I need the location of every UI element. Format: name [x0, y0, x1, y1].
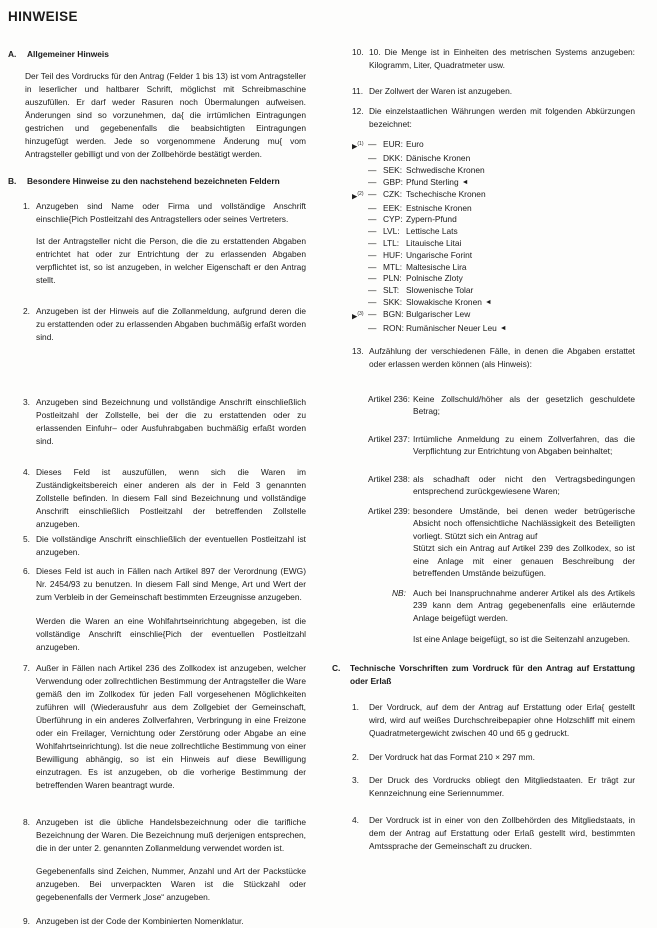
list-item: [23, 816, 306, 904]
item-paragraph: Außer in Fällen nach Artikel 236 des Zollkodex ist anzugeben, welcher Verwendung oder zollrechtlichen Bestimmung der Antragsteller die Ware gemäß den im Zollkodex für jeden Fall vorgesehenen Möglichkeiten zuführen will (Wiederausfuhr aus dem Zollgebiet der Gemeinschaft, Überführung in ein anderes Zollverfahren, Verbringung in eine Freizone oder ein Freilager, Vernichtung oder Zerstörung oder Abgabe an eine Wohlfahrtseinrichtung). Ist die neue zollrechtliche Bestimmung von einer Bewilligung abhängig, so ist ein Hinweis auf diese Bewilligung einzutragen. Es ist anzugeben, ob die vorherige Bestimmung der betreffenden Waren beantragt wurde.: [36, 663, 306, 790]
currency-row: [352, 262, 635, 274]
article-label: Artikel 239:: [368, 505, 410, 516]
currency-name: Lettische Lats: [406, 226, 458, 237]
nb-text-2: Ist eine Anlage beigefügt, so ist die Seitenzahl anzugeben.: [413, 634, 630, 645]
section-c-heading: Technische Vorschriften zum Vordruck für den Antrag auf Erstattung oder Erlaß: [350, 662, 635, 686]
item-paragraph: Der Druck des Vordrucks obliegt den Mitgliedstaaten. Er trägt zur Kennzeichnung eine Seriennummer.: [369, 774, 635, 798]
article-row: [368, 433, 635, 458]
currency-code: HUF:: [383, 249, 403, 260]
currency-row: [352, 177, 635, 189]
amendment-end-marker: ◄: [461, 178, 469, 186]
currency-code: BGN:: [383, 308, 404, 319]
list-item: [23, 533, 306, 559]
currency-name: Polnische Zloty: [406, 273, 463, 284]
section-b-heading: Besondere Hinweise zu den nachstehend bezeichneten Feldern: [27, 176, 280, 186]
item-number: 3.: [352, 774, 359, 785]
item-paragraph: Ist der Antragsteller nicht die Person, die die zu erstattenden Abgaben entrichtet hat oder zur Entrichtung der zu erlassenden Abgaben verpflichtet ist, so ist anzugeben, in welcher Eigenschaft er den Antrag stellt.: [36, 236, 306, 285]
article-row: [368, 473, 635, 498]
document-title: HINWEISE: [8, 9, 78, 24]
currency-code: SKK:: [383, 297, 403, 308]
currency-code: RON:: [383, 322, 404, 333]
item-number: 1.: [352, 701, 359, 712]
article-label: Artikel 238:: [368, 473, 410, 484]
currency-name: Litauische Litai: [406, 238, 462, 249]
item-number: 1.: [23, 201, 30, 211]
currency-code: EEK:: [383, 202, 403, 213]
currency-name: Rumänischer Neuer Leu: [406, 322, 497, 333]
currency-code: LTL:: [383, 238, 400, 249]
amendment-start-marker: ▶$^{(1)}$: [352, 141, 364, 151]
section-b-label: B.: [8, 176, 17, 186]
currency-row: [352, 309, 635, 323]
amendment-start-marker: [352, 238, 368, 250]
currency-row: [352, 250, 635, 262]
nb-text: Auch bei Inanspruchnahme anderer Artikel als des Artikels 239 kann dem Antrag gegebenenfalls eine erläuternde Anlage beigefügt werden.: [413, 587, 635, 623]
currency-code: CZK:: [383, 188, 403, 199]
item-paragraph: Anzugeben sind Bezeichnung und vollständige Anschrift einschließlich Postleitzahl der Zollstelle, bei der die zu erstattenden oder zu erlassenden Einfuhr– oder Ausfuhrabgaben buchmäßig erfaßt worden sind.: [36, 397, 306, 446]
currency-name: Zypern-Pfund: [406, 214, 457, 225]
currency-name: Estnische Kronen: [406, 202, 472, 213]
currency-row: [352, 323, 635, 335]
amendment-start-marker: [352, 153, 368, 165]
item-number: 8.: [23, 817, 30, 827]
currency-name: Bulgarischer Lew: [406, 308, 471, 319]
currency-row: [352, 214, 635, 226]
section-c-header: [332, 662, 635, 688]
section-a-header: [8, 48, 306, 61]
list-item: [352, 345, 635, 371]
dash-glyph: —: [368, 308, 377, 319]
list-item: [352, 85, 635, 98]
list-item: [23, 396, 306, 448]
currency-name: Tschechische Kronen: [406, 188, 486, 199]
amendment-start-marker: [352, 285, 368, 297]
currency-code: DKK:: [383, 153, 403, 164]
amendment-start-marker: [352, 165, 368, 177]
currency-row: [352, 238, 635, 250]
nb-label: NB:: [392, 587, 406, 598]
currency-row: [352, 285, 635, 297]
article-text: als schadhaft oder nicht den Vertragsbedingungen entsprechend zurückgewiesene Waren;: [413, 473, 635, 497]
currency-name: Maltesische Lira: [406, 261, 467, 272]
dash-glyph: —: [368, 285, 377, 296]
amendment-start-marker: [352, 177, 368, 189]
item-paragraph: Der Vordruck hat das Format 210 × 297 mm.: [369, 751, 535, 762]
currency-code: GBP:: [383, 176, 404, 187]
nb-note: [392, 587, 635, 625]
item-paragraph: Anzugeben ist der Hinweis auf die Zollanmeldung, aufgrund deren die zu erstattenden oder zu erlassenden Abgaben buchmäßig erfaßt worden sind.: [36, 306, 306, 342]
dash-glyph: —: [368, 238, 377, 249]
amendment-start-marker: [352, 297, 368, 309]
dash-glyph: —: [368, 153, 377, 164]
dash-glyph: —: [368, 188, 377, 199]
currency-row: [352, 189, 635, 203]
currency-list: [352, 139, 635, 335]
currency-code: LVL:: [383, 226, 400, 237]
list-item: [352, 774, 635, 800]
currency-code: SEK:: [383, 164, 403, 175]
dash-glyph: —: [368, 297, 377, 308]
item-number: 2.: [23, 306, 30, 316]
currency-row: [352, 165, 635, 177]
item-paragraph: Aufzählung der verschiedenen Fälle, in denen die Abgaben erstattet oder erlassen werden können (als Hinweis):: [369, 345, 635, 369]
amendment-start-marker: [352, 262, 368, 274]
list-item: [352, 701, 635, 740]
item-number: 10.: [352, 47, 364, 57]
section-a-paragraph: Der Teil des Vordrucks für den Antrag (Felder 1 bis 13) ist vom Antragsteller in leserlicher und haltbarer Schrift, möglichst mit Schreibmaschine auszufüllen. Er darf weder Rasuren noch Übermalungen aufweisen. Änderungen sind so vorzunehmen, da{ die irrtümlichen Eintragungen gestrichen und gegebenenfalls die beabsichtigten Eintragungen hinzugefügt werden. Jede so vorgenommene Änderung mu{ vom Antragsteller gebilligt und von der Zollbehörde bestätigt werden.: [25, 71, 306, 159]
article-text-part: besondere Umstände, bei denen weder betrügerische Absicht noch offensichtliche Nachlässigkeit des Beteiligten vorliegt. Stützt sich ein Antrag auf: [413, 505, 635, 541]
currency-row: [352, 203, 635, 215]
item-number: 4.: [23, 467, 30, 477]
item-number: 2.: [352, 751, 359, 762]
amendment-end-marker: ◄: [484, 299, 492, 307]
amendment-start-marker: [352, 323, 368, 335]
currency-code: CYP:: [383, 214, 403, 225]
item-paragraph: Anzugeben ist die übliche Handelsbezeichnung oder die tarifliche Bezeichnung der Waren. Die Bezeichnung muß derjenigen entsprechen, die in der unter 2. genannten Zollanmeldung verwendet worden ist.: [36, 817, 306, 853]
list-item: [352, 814, 635, 853]
article-label: Artikel 237:: [368, 433, 410, 444]
item-number: 7.: [23, 663, 30, 673]
list-item: [23, 915, 306, 928]
list-item: [23, 565, 306, 654]
item-number: 12.: [352, 106, 364, 116]
item-paragraph: Gegebenenfalls sind Zeichen, Nummer, Anzahl und Art der Packstücke anzugeben. Bei unverpackten Waren ist die Stückzahl oder gegebenenfalls der Vermerk „lose“ anzugeben.: [36, 866, 306, 902]
currency-name: Pfund Sterling: [406, 176, 459, 187]
currency-name: Slowenische Tolar: [406, 285, 474, 296]
dash-glyph: —: [368, 261, 377, 272]
article-text: Irrtümliche Anmeldung zu einem Zollverfahren, das die Verpflichtung zur Entrichtung von Abgaben beinhaltet;: [413, 433, 635, 457]
section-a-label: A.: [8, 49, 17, 59]
section-c-label: C.: [332, 662, 341, 673]
item-paragraph: Der Vordruck, auf dem der Antrag auf Erstattung oder Erla{ gestellt wird, wird auf weißes Durchschreibepapier ohne Holzschliff mit einem Quadratmetergewicht zwischen 40 und 65 g gedruckt.: [369, 701, 635, 738]
item-paragraph: 10. Die Menge ist in Einheiten des metrischen Systems anzugeben: Kilogramm, Liter, Quadratmeter usw.: [369, 47, 635, 70]
article-row: [368, 505, 635, 580]
currency-row: [352, 153, 635, 165]
currency-code: PLN:: [383, 273, 402, 284]
list-item: [352, 105, 635, 131]
list-item: [23, 662, 306, 792]
item-number: 3.: [23, 397, 30, 407]
list-item: [23, 466, 306, 531]
item-number: 9.: [23, 916, 30, 926]
article-label: Artikel 236:: [368, 393, 410, 404]
dash-glyph: —: [368, 202, 377, 213]
item-paragraph: Anzugeben ist der Code der Kombinierten Nomenklatur.: [36, 916, 244, 926]
item-paragraph: Werden die Waren an eine Wohlfahrtseinrichtung abgegeben, ist die vollständige Anschrift einschlie{Pich der eventuellen Postleitzahl anzugeben.: [36, 616, 306, 652]
item-number: 4.: [352, 814, 359, 825]
list-item: [352, 46, 635, 72]
right-column: [332, 46, 635, 853]
currency-row: [352, 297, 635, 309]
currency-row: [352, 139, 635, 153]
list-item: [352, 751, 635, 764]
item-paragraph: Anzugeben sind Name oder Firma und vollständige Anschrift einschlie{Pich Postleitzahl des Antragstellers oder seines Vertreters.: [36, 201, 306, 224]
article-row: [368, 393, 635, 418]
currency-row: [352, 226, 635, 238]
dash-glyph: —: [368, 139, 377, 149]
dash-glyph: —: [368, 226, 377, 237]
currency-name: Ungarische Forint: [406, 249, 473, 260]
item-paragraph: Dieses Feld ist auch in Fällen nach Artikel 897 der Verordnung (EWG) Nr. 2454/93 zu benutzen. In diesem Fall sind Menge, Art und Wert der zum Verbleib in der Gemeinschaft bestimmten Erzeugnisse anzugeben.: [36, 566, 306, 602]
list-item: [23, 200, 306, 287]
item-paragraph: Die einzelstaatlichen Währungen werden mit folgenden Abkürzungen bezeichnet:: [369, 106, 635, 129]
item-paragraph: Der Vordruck ist in einer von den Zollbehörden des Mitgliedstaats, in dem der Antrag auf Erstattung oder Erlaß gestellt wird, bestimmten Amtssprache der Gemeinschaft zu drucken.: [369, 814, 635, 851]
item-number: 5.: [23, 534, 30, 544]
currency-name: Euro: [406, 139, 424, 149]
currency-row: [352, 273, 635, 285]
amendment-end-marker: ◄: [499, 324, 507, 332]
section-a-heading: Allgemeiner Hinweis: [27, 49, 109, 59]
amendment-start-marker: ▶$^{(2)}$: [352, 190, 364, 200]
currency-code: EUR:: [383, 139, 404, 149]
amendment-start-marker: [352, 250, 368, 262]
item-number: 11.: [352, 86, 364, 96]
left-column: [8, 10, 306, 928]
item-number: 6.: [23, 566, 30, 576]
list-item: [23, 305, 306, 344]
section-b-header: [8, 175, 306, 188]
article-text: Keine Zollschuld/höher als der gesetzlich geschuldete Betrag;: [413, 393, 635, 417]
article-text-part: Stützt sich ein Antrag auf Artikel 239 des Zollkodex, so ist eine Anlage mit einer genauen Beschreibung der betreffenden Umstände beizufügen.: [413, 543, 635, 579]
amendment-start-marker: [352, 214, 368, 226]
item-paragraph: Dieses Feld ist auszufüllen, wenn sich die Waren im Zuständigkeitsbereich einer anderen als der in Feld 3 genannten Zollstelle befinden. In diesem Fall sind Bezeichnung und vollständige Anschrift einschließlich Postleitzahl der betreffenden Zollstelle anzugeben.: [36, 467, 306, 529]
item-paragraph: Die vollständige Anschrift einschließlich der eventuellen Postleitzahl ist anzugeben.: [36, 534, 306, 557]
amendment-start-marker: ▶$^{(3)}$: [352, 310, 364, 321]
amendment-start-marker: [352, 273, 368, 285]
dash-glyph: —: [368, 249, 377, 260]
item-number: 13.: [352, 345, 364, 356]
currency-code: SLT:: [383, 285, 400, 296]
dash-glyph: —: [368, 273, 377, 284]
dash-glyph: —: [368, 164, 377, 175]
currency-name: Slowakische Kronen: [406, 297, 482, 308]
dash-glyph: —: [368, 322, 377, 333]
article-text: [413, 505, 635, 580]
amendment-start-marker: [352, 203, 368, 215]
currency-name: Dänische Kronen: [406, 153, 471, 164]
dash-glyph: —: [368, 176, 377, 187]
item-paragraph: Der Zollwert der Waren ist anzugeben.: [369, 86, 513, 96]
amendment-start-marker: [352, 226, 368, 238]
dash-glyph: —: [368, 214, 377, 225]
currency-name: Schwedische Kronen: [406, 164, 485, 175]
currency-code: MTL:: [383, 261, 403, 272]
